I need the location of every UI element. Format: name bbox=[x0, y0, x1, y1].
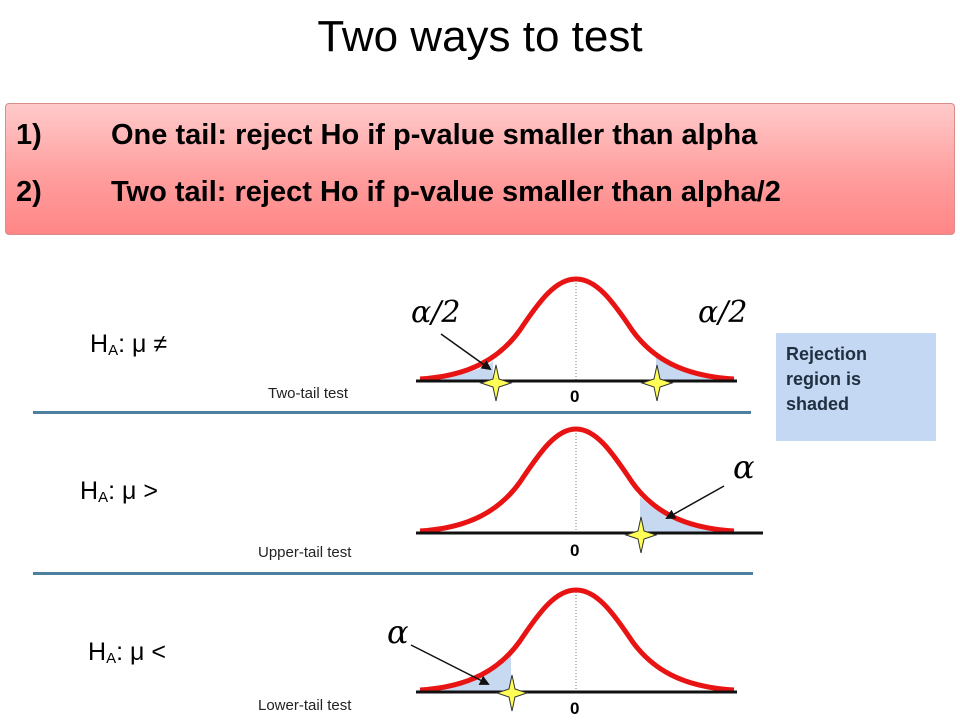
zero-label: 0 bbox=[570, 699, 580, 718]
alpha-arrow-left bbox=[441, 334, 490, 369]
slide-title: Two ways to test bbox=[317, 12, 643, 61]
rejection-region-left bbox=[418, 654, 511, 692]
alpha-label: α bbox=[387, 613, 409, 651]
alpha-half-right: α/2 bbox=[698, 295, 748, 330]
normal-curve bbox=[420, 590, 734, 690]
alpha-half-left: α/2 bbox=[411, 295, 461, 330]
two-tail-curve-panel bbox=[411, 279, 747, 406]
normal-curve bbox=[420, 429, 734, 531]
upper-tail-curve-panel bbox=[416, 429, 763, 560]
hypothesis-lower-tail: $H_A$: μ < bbox=[88, 638, 166, 667]
rule-number: 1) bbox=[16, 119, 42, 151]
rejection-note: Rejection region is shaded bbox=[776, 333, 936, 441]
test-label-lower-tail: Lower-tail test bbox=[258, 697, 352, 714]
hypothesis-upper-tail: $H_A$: μ > bbox=[80, 477, 158, 506]
alpha-arrow bbox=[411, 645, 488, 684]
zero-label: 0 bbox=[570, 541, 580, 560]
test-label-two-tail: Two-tail test bbox=[268, 385, 349, 402]
rule-text: Two tail: reject Ho if p-value smaller than alpha/2 bbox=[111, 176, 781, 208]
alpha-label: α bbox=[733, 448, 755, 486]
lower-tail-curve-panel bbox=[387, 590, 737, 718]
test-label-upper-tail: Upper-tail test bbox=[258, 544, 352, 561]
hypothesis-two-tail: $H_A$: μ ≠ bbox=[90, 330, 168, 359]
normal-curve bbox=[420, 279, 734, 379]
rule-text: One tail: reject Ho if p-value smaller than alpha bbox=[111, 119, 758, 151]
zero-label: 0 bbox=[570, 387, 580, 406]
rule-number: 2) bbox=[16, 176, 42, 208]
alpha-arrow bbox=[667, 486, 724, 518]
